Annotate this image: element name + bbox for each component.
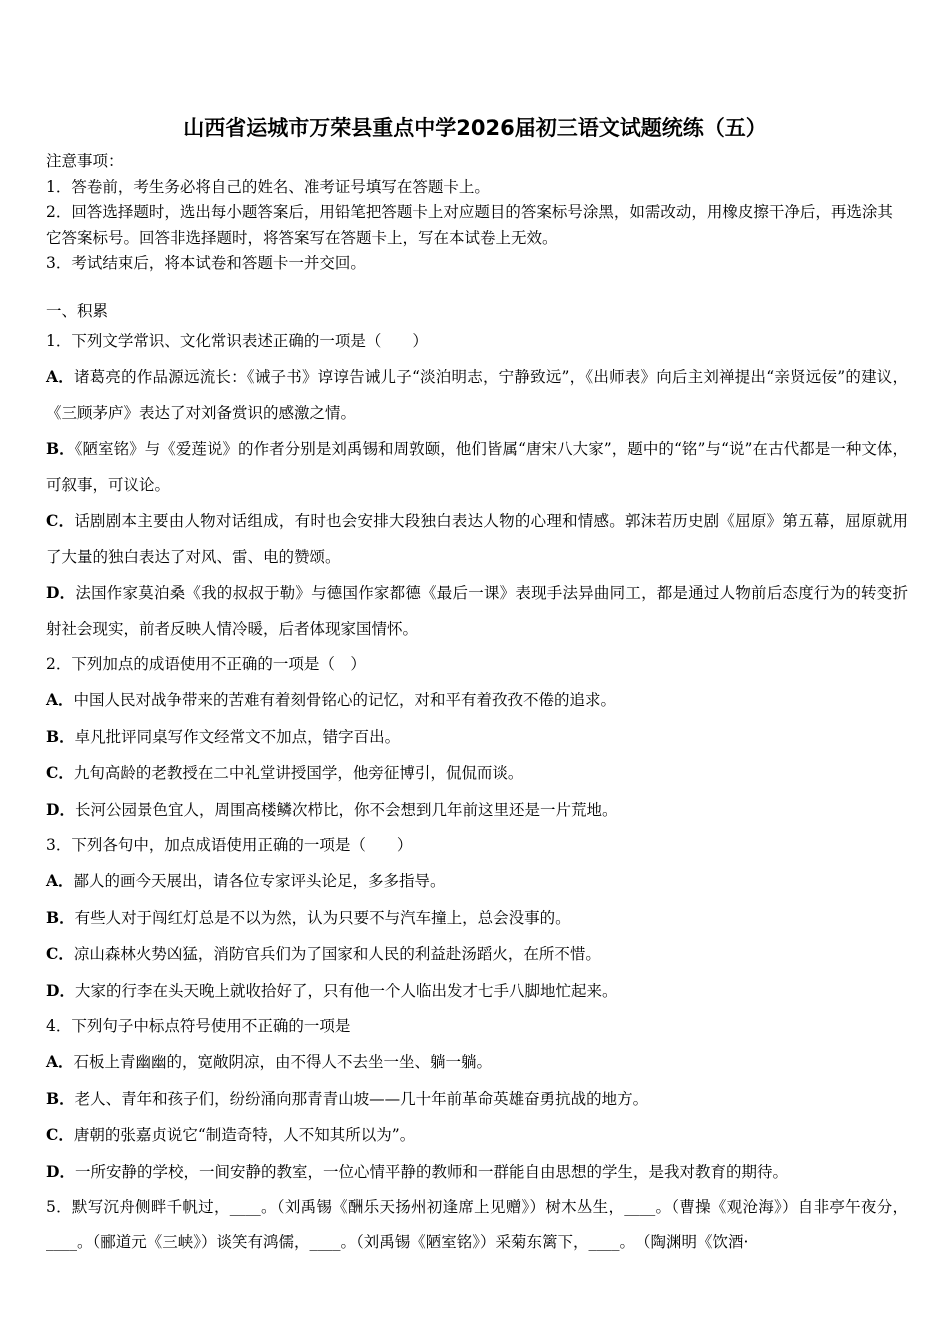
option-letter: C．: [46, 1125, 74, 1144]
option-text: 有些人对于闯红灯总是不以为然，认为只要不与汽车撞上，总会没事的。: [74, 908, 571, 927]
question-stem: 3．下列各句中，加点成语使用正确的一项是（ ）: [46, 836, 413, 854]
option-letter: D．: [46, 799, 75, 819]
option-text: 《陋室铭》与《爱莲说》的作者分别是刘禹锡和周敦颐，他们皆属“唐宋八大家”，题中的“铭”与“说”在古代都是一种文体，可叙事，可议论。: [46, 440, 908, 494]
option-text: 法国作家莫泊桑《我的叔叔于勒》与德国作家都德《最后一课》表现手法异曲同工，都是通过人物前后态度行为的转变折射社会现实，前者反映人情冷暖，后者体现家国情怀。: [46, 584, 908, 638]
option-text: 卓凡批评同桌写作文经常文不加点，错字百出。: [74, 727, 401, 746]
option-d: [46, 792, 908, 829]
option-letter: C．: [46, 944, 74, 963]
option-text: 中国人民对战争带来的苦难有着刻骨铭心的记忆，对和平有着孜孜不倦的追求。: [73, 691, 617, 709]
question-stem: 2．下列加点的成语使用不正确的一项是（ ）: [46, 655, 366, 673]
option-text: 鄙人的画今天展出，请各位专家评头论足，多多指导。: [73, 872, 446, 890]
option-letter: B．: [46, 907, 75, 927]
page-title: 山西省运城市万荣县重点中学2026届初三语文试题统练（五）: [183, 116, 767, 140]
option-text: 诸葛亮的作品源远流长：《诫子书》谆谆告诫儿子“淡泊明志，宁静致远”，《出师表》向后主刘禅提出“亲贤远佞”的建议，《三顾茅庐》表达了对刘备赏识的感激之情。: [46, 368, 909, 422]
option-letter: B．: [46, 439, 75, 458]
option-letter: A．: [46, 367, 74, 386]
option-c: [46, 503, 908, 575]
notes: [46, 149, 908, 277]
option-text: 一所安静的学校，一间安静的教室，一位心情平静的教师和一群能自由思想的学生，是我对教育的期待。: [74, 1162, 788, 1181]
questions-body: [46, 299, 908, 1260]
option-letter: D．: [46, 583, 76, 602]
option-d: [46, 575, 908, 647]
question-stem: 5．默写沉舟侧畔千帆过，____。（刘禹锡《酬乐天扬州初逢席上见赠》）树木丛生，____。（曹操《观沧海》）自非亭午夜分，____。（郦道元《三峡》）谈笑有鸿儒，____。（刘禹锡《陋室铭》）采菊东篱下，____。 （陶渊明《饮酒·: [46, 1198, 908, 1251]
option-letter: B．: [46, 1088, 75, 1108]
option-text: 话剧剧本主要由人物对话组成，有时也会安排大段独白表达人物的心理和情感。郭沫若历史剧《屈原》第五幕，屈原就用了大量的独白表达了对风、雷、电的赞颂。: [46, 512, 908, 566]
option-a: [46, 359, 908, 431]
option-a: [46, 1044, 908, 1081]
option-b: [46, 431, 908, 503]
question-stem: 1．下列文学常识、文化常识表述正确的一项是（ ）: [46, 332, 428, 350]
option-letter: C．: [46, 511, 75, 530]
option-letter: D．: [46, 980, 75, 1000]
option-text: 凉山森林火势凶猛，消防官兵们为了国家和人民的利益赴汤蹈火，在所不惜。: [73, 945, 601, 963]
option-text: 唐朝的张嘉贞说它“制造奇特，人不知其所以为”。: [73, 1126, 416, 1144]
option-letter: C．: [46, 763, 74, 782]
option-letter: B．: [46, 726, 75, 746]
option-letter: A．: [46, 690, 74, 709]
option-text: 石板上青幽幽的，宽敞阴凉，由不得人不去坐一坐、躺一躺。: [73, 1053, 493, 1071]
option-b: [46, 1081, 908, 1118]
option-b: [46, 900, 908, 937]
option-letter: A．: [46, 871, 74, 890]
option-a: [46, 682, 908, 719]
option-letter: A．: [46, 1052, 74, 1071]
option-text: 九旬高龄的老教授在二中礼堂讲授国学，他旁征博引，侃侃而谈。: [73, 764, 524, 782]
option-d: [46, 973, 908, 1010]
question-stem: 4．下列句子中标点符号使用不正确的一项是: [46, 1017, 351, 1035]
option-c: [46, 1117, 908, 1154]
option-d: [46, 1154, 908, 1191]
option-text: 长河公园景色宜人，周围高楼鳞次栉比，你不会想到几年前这里还是一片荒地。: [74, 800, 618, 819]
option-letter: D．: [46, 1161, 75, 1181]
option-text: 老人、青年和孩子们，纷纷涌向那青青山坡——几十年前革命英雄奋勇抗战的地方。: [74, 1089, 649, 1108]
option-c: [46, 936, 908, 973]
note-item: 2．回答选择题时，选出每小题答案后，用铅笔把答题卡上对应题目的答案标号涂黑，如需改动，用橡皮擦干净后，再选涂其它答案标号。回答非选择题时，将答案写在答题卡上，写在本试卷上无效。: [46, 203, 893, 247]
option-b: [46, 719, 908, 756]
note-item: 3．考试结束后，将本试卷和答题卡一并交回。: [46, 254, 366, 272]
option-a: [46, 863, 908, 900]
option-c: [46, 755, 908, 792]
notes-heading: 注意事项：: [46, 152, 124, 170]
note-item: 1．答卷前，考生务必将自己的姓名、准考证号填写在答题卡上。: [46, 177, 490, 196]
section-heading: 一、积累: [46, 302, 109, 320]
option-text: 大家的行李在头天晚上就收拾好了，只有他一个人临出发才七手八脚地忙起来。: [74, 981, 618, 1000]
